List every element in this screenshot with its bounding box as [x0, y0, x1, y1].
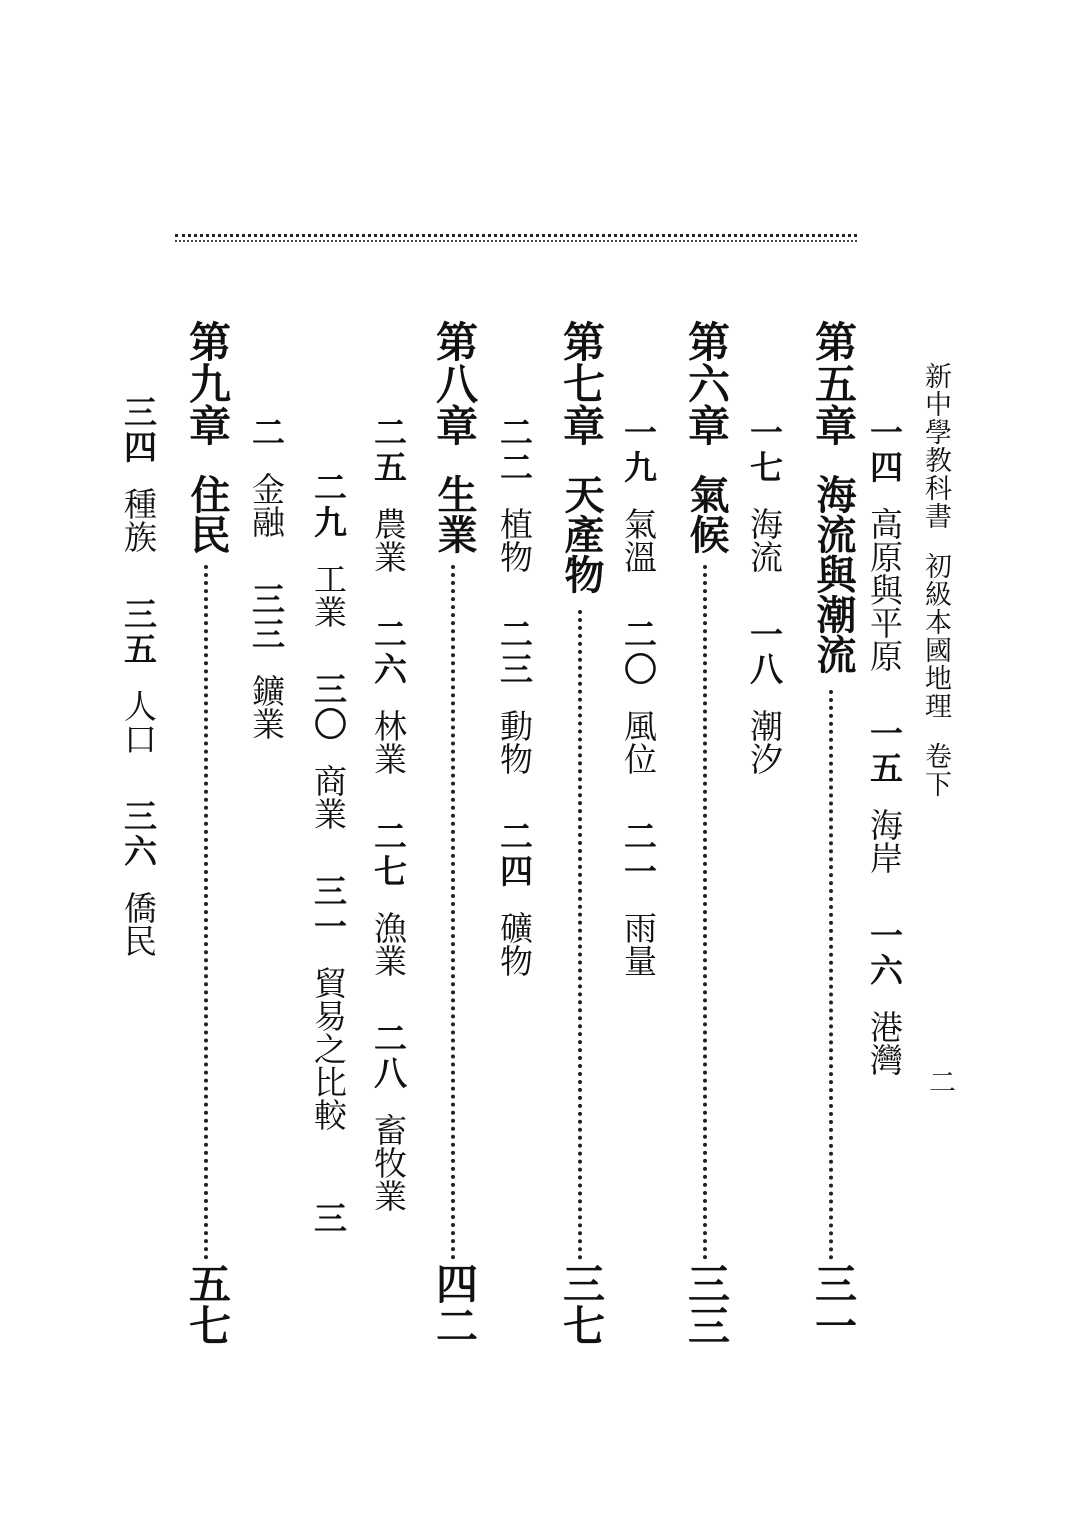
section-line	[119, 395, 158, 957]
section-number: 一四	[865, 415, 904, 485]
section-title: 鑛業	[247, 674, 286, 740]
section-title: 金融	[247, 472, 286, 538]
section-number: 三四	[119, 395, 158, 465]
section-title: 貿易之比較	[309, 966, 348, 1131]
chapter-title: 住民	[184, 474, 231, 554]
top-wavy-rule	[175, 234, 857, 247]
section-number: 三三	[247, 582, 286, 652]
section-number: 二二	[495, 415, 534, 485]
dot-leader	[578, 610, 582, 1260]
section-number: 二六	[369, 617, 408, 687]
section-line	[865, 415, 904, 1076]
dot-leader	[204, 565, 208, 1260]
section-number: 二〇	[619, 617, 658, 687]
chapter-page: 三三	[682, 1262, 731, 1346]
section-number: 三	[309, 1201, 348, 1236]
section-line	[309, 470, 348, 1236]
section-number: 一九	[619, 415, 658, 485]
section-number: 一六	[865, 918, 904, 988]
section-title: 人口	[119, 689, 158, 755]
section-number: 二	[247, 415, 286, 450]
section-number: 三六	[119, 799, 158, 869]
section-title: 林業	[369, 709, 408, 775]
section-title: 植物	[495, 507, 534, 573]
volume-label: 卷下	[920, 742, 951, 798]
section-title: 海流	[745, 507, 784, 573]
section-number: 三〇	[309, 672, 348, 742]
section-title: 風位	[619, 709, 658, 775]
section-title: 港灣	[865, 1010, 904, 1076]
chapter-label: 第六章	[682, 320, 731, 446]
chapter-page: 四二	[430, 1262, 479, 1346]
section-number: 三五	[119, 597, 158, 667]
section-number: 二九	[309, 470, 348, 540]
section-number: 二八	[369, 1021, 408, 1091]
section-number: 二三	[495, 617, 534, 687]
dot-leader	[451, 565, 455, 1260]
section-line	[745, 415, 784, 775]
section-title: 礦物	[495, 911, 534, 977]
dot-leader	[829, 690, 833, 1260]
section-number: 一八	[745, 617, 784, 687]
chapter-label: 第七章	[557, 320, 606, 446]
section-number: 二一	[619, 819, 658, 889]
book-title: 新中學教科書	[920, 362, 951, 530]
section-title: 海岸	[865, 808, 904, 874]
section-title: 高原與平原	[865, 507, 904, 672]
chapter-title: 氣候	[683, 474, 730, 554]
chapter-label: 第八章	[430, 320, 479, 446]
book-subtitle: 初級本國地理	[920, 552, 951, 720]
section-title: 工業	[309, 562, 348, 628]
section-line	[619, 415, 658, 977]
chapter-page: 三一	[809, 1262, 858, 1346]
chapter-heading	[430, 320, 479, 554]
section-title: 僑民	[119, 891, 158, 957]
chapter-heading	[809, 320, 858, 674]
section-number: 二五	[369, 415, 408, 485]
section-line	[495, 415, 534, 977]
section-title: 氣溫	[619, 507, 658, 573]
chapter-title: 生業	[431, 474, 478, 554]
chapter-heading	[183, 320, 232, 554]
chapter-heading	[557, 320, 606, 594]
section-number: 二七	[369, 819, 408, 889]
section-title: 種族	[119, 487, 158, 553]
chapter-label: 第九章	[183, 320, 232, 446]
dot-leader	[703, 565, 707, 1260]
chapter-page: 三七	[557, 1262, 606, 1346]
chapter-title: 天產物	[558, 474, 605, 594]
section-title: 農業	[369, 507, 408, 573]
running-header	[922, 362, 949, 798]
section-title: 商業	[309, 764, 348, 830]
section-line	[369, 415, 408, 1212]
section-title: 畜牧業	[369, 1113, 408, 1212]
chapter-label: 第五章	[809, 320, 858, 446]
chapter-page: 五七	[183, 1262, 232, 1346]
section-title: 雨量	[619, 911, 658, 977]
chapter-title: 海流與潮流	[810, 474, 857, 674]
section-title: 動物	[495, 709, 534, 775]
section-number: 一五	[865, 716, 904, 786]
section-number: 三一	[309, 874, 348, 944]
page-number: 二	[924, 1068, 955, 1096]
section-title: 漁業	[369, 911, 408, 977]
section-title: 潮汐	[745, 709, 784, 775]
section-line	[247, 415, 286, 740]
chapter-heading	[682, 320, 731, 554]
section-number: 一七	[745, 415, 784, 485]
section-number: 二四	[495, 819, 534, 889]
